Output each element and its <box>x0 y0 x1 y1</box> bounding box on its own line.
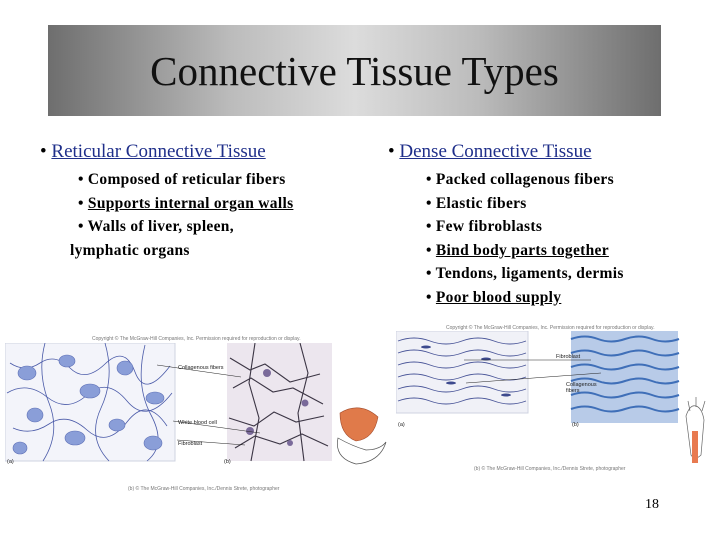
bullet-item: • Composed of reticular fibers <box>78 171 286 188</box>
collagenous-fibers-label: Collagenous fibers <box>178 365 224 371</box>
left-bullets <box>70 168 360 262</box>
white-blood-cell-label: White blood cell <box>178 420 217 426</box>
bullet-item: • Walls of liver, spleen, <box>78 218 234 235</box>
bullet-item: • Elastic fibers <box>426 194 527 212</box>
left-figure-copyright: Copyright © The McGraw-Hill Companies, Inc. Permission required for reproduction or display. <box>92 336 301 342</box>
left-panel-b-label: (b) <box>224 459 231 465</box>
right-column <box>388 140 708 309</box>
left-column <box>40 140 360 262</box>
right-figure-credit: (b) © The McGraw-Hill Companies, Inc./Dennis Strete, photographer <box>474 466 626 472</box>
dense-collagenous-label: Collagenous fibers <box>566 382 597 394</box>
left-heading: • Reticular Connective Tissue <box>40 141 266 162</box>
left-panel-a-label: (a) <box>7 459 14 465</box>
bullet-item: • Tendons, ligaments, dermis <box>426 265 624 282</box>
bullet-item: • Few fibroblasts <box>426 218 543 235</box>
right-figure-copyright: Copyright © The McGraw-Hill Companies, Inc. Permission required for reproduction or display. <box>446 325 655 331</box>
right-panel-b-label: (b) <box>572 422 579 428</box>
dense-fibroblast-label: Fibroblast <box>556 354 581 360</box>
bullet-continuation: lymphatic organs <box>70 241 190 259</box>
left-figure-credit: (b) © The McGraw-Hill Companies, Inc./Dennis Strete, photographer <box>128 486 280 492</box>
bullet-item: • Poor blood supply <box>426 288 562 306</box>
page-number: 18 <box>645 497 659 512</box>
title-banner <box>48 25 661 116</box>
right-heading: • Dense Connective Tissue <box>388 141 592 162</box>
bullet-item: • Packed collagenous fibers <box>426 171 614 188</box>
right-panel-a-label: (a) <box>398 422 405 428</box>
fibroblast-label: Fibroblast <box>178 441 203 447</box>
reticular-heading-link[interactable]: Reticular Connective Tissue <box>51 141 266 162</box>
dense-heading-link[interactable]: Dense Connective Tissue <box>399 141 592 162</box>
slide-title: Connective Tissue Types <box>150 47 559 94</box>
right-bullets <box>426 168 708 309</box>
reticular-tissue-figure <box>5 343 395 468</box>
dense-tissue-figure <box>396 331 718 465</box>
bullet-item: • Supports internal organ walls <box>78 194 294 212</box>
bullet-item: • Bind body parts together <box>426 241 609 259</box>
